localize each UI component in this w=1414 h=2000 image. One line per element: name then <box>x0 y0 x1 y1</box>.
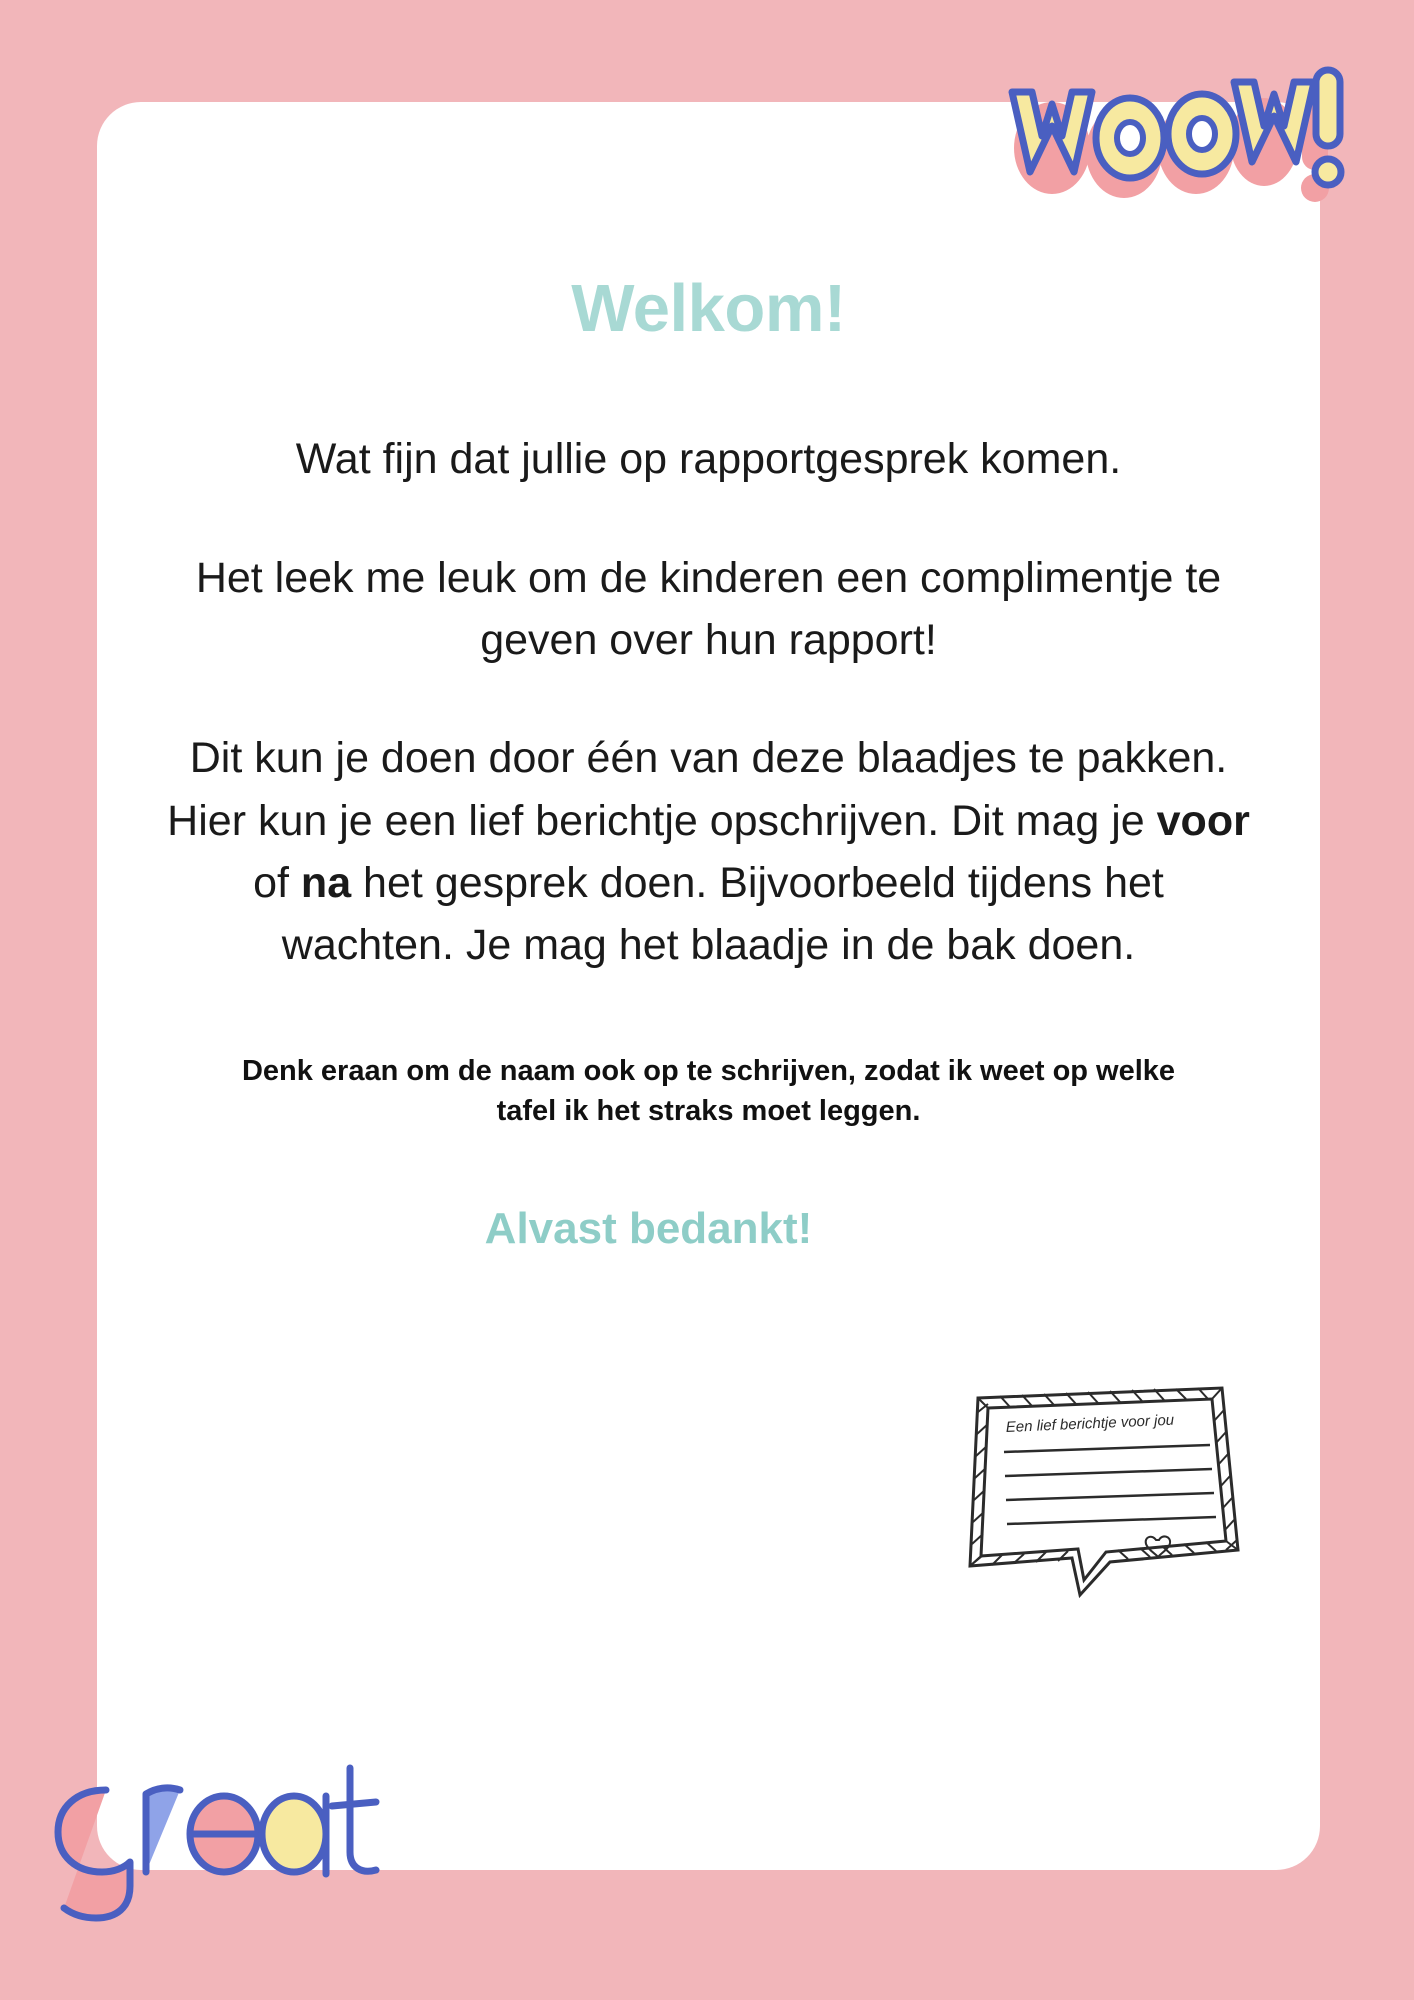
paragraph-3-bold-voor: voor <box>1156 796 1250 845</box>
paragraph-3-text-3: het gesprek doen. Bijvoorbeeld tijdens het wachten. Je mag het blaadje in de bak doen. <box>281 859 1164 970</box>
paragraph-3-text-1: Dit kun je doen door één van deze blaadjes te pakken. Hier kun je een lief berichtje opschrijven. Dit mag je <box>167 734 1228 845</box>
speech-bubble-note-icon <box>960 1380 1250 1600</box>
document-content <box>97 102 1320 1870</box>
paragraph-2: Het leek me leuk om de kinderen een complimentje te geven over hun rapport! <box>195 553 1222 665</box>
doodle-label: Een lief berichtje voor jou <box>1005 1411 1175 1436</box>
reminder-note: Denk eraan om de naam ook op te schrijven, zodat ik weet op welke tafel ik het straks moet leggen. <box>241 1054 1176 1128</box>
paragraph-1: Wat fijn dat jullie op rapportgesprek komen. <box>295 435 1122 484</box>
page-title: Welkom! <box>571 271 846 346</box>
great-sticker <box>36 1710 406 1930</box>
paragraph-3-text-2: of <box>253 859 301 908</box>
thanks-text: Alvast bedankt! <box>484 1203 813 1253</box>
woow-sticker <box>990 30 1350 240</box>
paragraph-3-bold-na: na <box>300 859 352 908</box>
paragraph-3 <box>167 727 1250 976</box>
